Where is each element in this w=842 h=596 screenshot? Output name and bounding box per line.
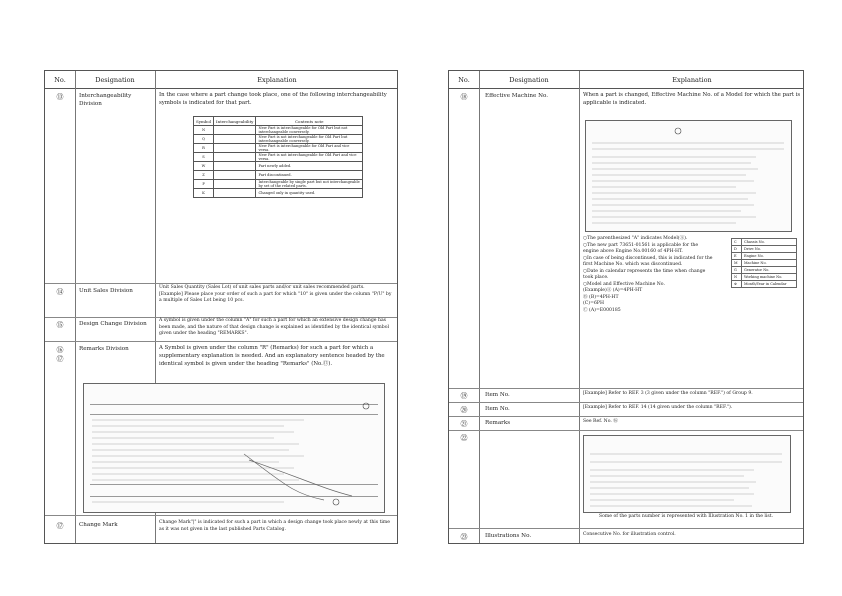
col-no-header: No. [458, 76, 470, 84]
row-number: ⑲ [460, 392, 468, 400]
table-row [194, 180, 363, 189]
scan-rows-graphic [584, 436, 790, 512]
diagram-cell [214, 153, 256, 162]
symbol-cell: W [194, 162, 214, 171]
diagram-cell [214, 162, 256, 171]
table-row [194, 162, 363, 171]
row-designation: Illustrations No. [485, 533, 532, 539]
row-explanation: A Symbol is given under the column "R" (Remarks) for such a part for which a supplementary explanation is needed. And an explanatory sentence headed by the identical symbol is given under the heading "Remarks" (No.⑰). [159, 345, 385, 367]
row-designation: Remarks Division [79, 346, 129, 352]
row-number: ㉓ [460, 533, 468, 541]
diagram-cell [214, 135, 256, 144]
table-row [194, 144, 363, 153]
left-header-row [45, 71, 397, 89]
row-explanation: Consecutive No. for illustration control. [583, 532, 676, 537]
contents-cell: Changed only in quantity used. [256, 189, 363, 198]
row-illustration-sample [449, 430, 803, 529]
legend-text: Engine No. [741, 253, 796, 260]
legend-row [732, 246, 797, 253]
diagram-cell [214, 171, 256, 180]
diagram-cell [214, 180, 256, 189]
contents-cell: Part discontinued. [256, 171, 363, 180]
row-number-2: ⑰ [56, 355, 64, 363]
scan-rows-graphic [84, 384, 384, 512]
symbol-cell: R [194, 144, 214, 153]
row-unit-sales [45, 283, 397, 318]
note: ○The parenthesized "A" indicates Model(Ⓐ). [583, 236, 688, 241]
col-designation-header: Designation [95, 76, 135, 84]
table-row [194, 189, 363, 198]
row-number: ⑰ [56, 522, 64, 530]
row-number: ⑭ [56, 288, 64, 296]
legend-text: Month/Year in Calendar [741, 281, 796, 288]
right-page [448, 70, 804, 544]
col-explanation-header: Explanation [257, 76, 297, 84]
row-designation: Item No. [485, 392, 510, 398]
symbol-cell: N [194, 126, 214, 135]
example: Ⓒ (A)=E000185 [583, 307, 621, 313]
row-designation: Item No. [485, 406, 510, 412]
legend-text: Chassis No. [741, 239, 796, 246]
row-effective-machine [449, 88, 803, 389]
symbol-cell: P [194, 180, 214, 189]
row-number: ⑯ [56, 346, 64, 354]
row-interchangeability [45, 88, 397, 284]
legend-row [732, 253, 797, 260]
contents-cell: New Part is interchangeable for Old Part but not interchangeable conversely. [256, 126, 363, 135]
symbol-cell: S [194, 153, 214, 162]
legend-sym: M [732, 260, 742, 267]
row-design-change [45, 317, 397, 342]
note: ○In case of being discontinued, this is indicated for the first Machine No. which was discontinued. [583, 255, 713, 267]
col-explanation-header: Explanation [672, 76, 712, 84]
contents-cell: New Part is not interchangeable for Old Part but interchangeable conversely. [256, 135, 363, 144]
legend-text: Working machine No. [741, 274, 796, 281]
row-explanation: In the case where a part change took place, one of the following interchangeability symbols is indicated for that part. [159, 92, 387, 106]
table-row [194, 171, 363, 180]
contents-header: Contents note [256, 117, 363, 126]
table-row [194, 135, 363, 144]
legend-row [732, 281, 797, 288]
row-number: ⑳ [460, 406, 468, 414]
legend-row [732, 260, 797, 267]
row-explanation [159, 285, 393, 305]
legend-sym: ※ [732, 281, 742, 288]
row-number: ㉒ [460, 434, 468, 442]
machine-code-legend [731, 238, 797, 288]
row-number: ⑬ [56, 93, 64, 101]
example: (Example)Ⓐ (A)=4PH-HT [583, 288, 643, 293]
contents-cell: New Part is interchangeable for Old Part and vice versa. [256, 144, 363, 153]
diagram-header: Interchangeability [214, 117, 256, 126]
row-number: ⑮ [56, 321, 64, 329]
col-designation-header: Designation [509, 76, 549, 84]
row-item-no-1 [449, 388, 803, 403]
row-change-mark [45, 515, 397, 545]
unit-sales-example: [Example] Please place your order of such a part for which "10" is given under the column "P/U" by a multiple of Sales Lot being 10 pcs. [159, 291, 392, 303]
row-remarks [45, 341, 397, 516]
legend-sym: C [732, 239, 742, 246]
row-designation: Effective Machine No. [485, 93, 549, 99]
table-row [194, 153, 363, 162]
note: ○Model and Effective Machine No. [583, 281, 665, 287]
unit-sales-text: Unit Sales Quantity (Sales Lot) of unit sales parts and/or unit sales recommended parts. [159, 285, 365, 290]
table-row [194, 126, 363, 135]
legend-row [732, 274, 797, 281]
example: (C)=6PH [583, 301, 604, 306]
legend-sym: E [732, 253, 742, 260]
symbol-cell: Z [194, 171, 214, 180]
row-designation: Remarks [485, 420, 511, 426]
row-explanation: A symbol is given under the column "A" for such a part for which an extensive design change has been made, and the nature of that design change is explained as identified by the identical symbol given under the heading "REMARKS". [159, 318, 389, 336]
legend-text: Generator No. [741, 267, 796, 274]
symbol-header: Symbol [194, 117, 214, 126]
legend-row [732, 267, 797, 274]
legend-row [732, 239, 797, 246]
row-item-no-2 [449, 402, 803, 417]
row-explanation: When a part is changed, Effective Machine No. of a Model for which the part is applicable is indicated. [583, 92, 801, 106]
row-designation: Unit Sales Division [79, 288, 133, 294]
row-number: ㉑ [460, 420, 468, 428]
legend-sym: G [732, 267, 742, 274]
illustration-note: Some of the parts number is represented with Illustration No. 1 in the list. [599, 514, 774, 519]
row-number: ⑱ [460, 93, 468, 101]
symbol-table [193, 116, 363, 198]
sample-effective-list-image [585, 120, 792, 232]
row-explanation: Change Mark"|" is indicated for such a part in which a design change took place newly at this time as it was not given in the last published Parts Catalog. [159, 520, 390, 532]
legend-sym: D [732, 246, 742, 253]
contents-cell: Part newly added. [256, 162, 363, 171]
contents-cell: Interchangeable by single part but not interchangeable by set of the related parts. [256, 180, 363, 189]
contents-cell: New Part is not interchangeable for Old Part and vice versa. [256, 153, 363, 162]
symbol-cell: K [194, 189, 214, 198]
diagram-cell [214, 189, 256, 198]
example: Ⓑ (B)=4PH-HT [583, 294, 619, 300]
sample-illustration-list-image [583, 435, 791, 513]
legend-sym: N [732, 274, 742, 281]
left-page [44, 70, 398, 544]
diagram-cell [214, 126, 256, 135]
note: ○The new part 73651-01561 is applicable for the engine above Engine No.00160 of 4PH-HT. [583, 242, 699, 254]
legend-text: Drive No. [741, 246, 796, 253]
legend-text: Machine No. [741, 260, 796, 267]
row-illustrations-no [449, 528, 803, 545]
diagram-cell [214, 144, 256, 153]
symbol-cell: Q [194, 135, 214, 144]
row-designation: Change Mark [79, 522, 118, 528]
scan-rows-graphic [586, 121, 791, 231]
effective-notes [583, 236, 713, 314]
row-remarks [449, 416, 803, 431]
row-explanation: See Ref. No. ⑯ [583, 419, 618, 424]
row-designation: Design Change Division [79, 321, 147, 327]
right-header-row [449, 71, 803, 89]
row-explanation: [Example] Refer to REF. 3 (3 given under the column "REF.") of Group 9. [583, 391, 753, 396]
col-no-header: No. [54, 76, 66, 84]
sample-parts-list-image [83, 383, 385, 513]
row-explanation: [Example] Refer to REF. 14 (14 given under the column "REF."). [583, 405, 733, 410]
row-designation: Interchangeability Division [79, 93, 132, 107]
note: ○Date in calendar represents the time when change took place. [583, 268, 706, 280]
